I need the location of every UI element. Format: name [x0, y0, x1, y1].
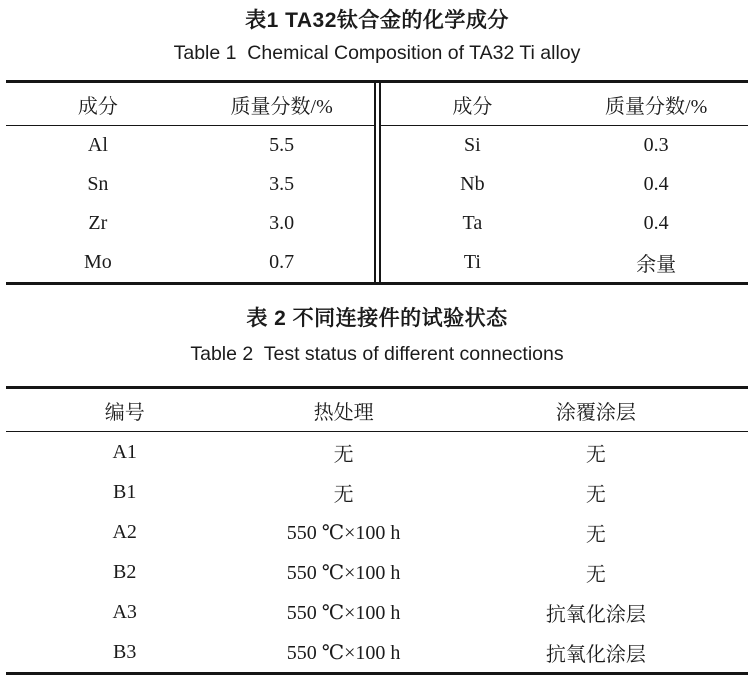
- table-cell: 3.0: [269, 212, 295, 234]
- table2-caption-en: Table 2 Test status of different connections: [190, 343, 564, 365]
- table-cell: Ti: [463, 251, 481, 273]
- column-header: 成分: [381, 83, 565, 126]
- paper-page: [0, 9, 754, 675]
- table-cell: A1: [112, 440, 137, 463]
- table1-left-half: [6, 83, 374, 282]
- table-cell: 0.3: [643, 134, 669, 156]
- table-row: [6, 243, 374, 282]
- table-row: [6, 204, 374, 243]
- table-cell: 0.4: [643, 173, 669, 195]
- table-cell: Mo: [83, 251, 112, 273]
- table-cell: 0.7: [269, 251, 295, 273]
- table-cell: 0.4: [643, 212, 669, 234]
- table-row: [381, 243, 749, 282]
- table1-header-row: [6, 83, 374, 126]
- table1-header-row: [381, 83, 749, 126]
- table-cell: 5.5: [269, 134, 295, 156]
- table-cell: Ta: [462, 212, 483, 234]
- column-header: 质量分数/%: [190, 83, 374, 126]
- table1-caption-en: Table 1 Chemical Composition of TA32 Ti alloy: [173, 42, 581, 64]
- table-cell: B2: [113, 560, 137, 583]
- table-row: [6, 632, 748, 672]
- table-cell: 无: [585, 563, 606, 586]
- table-cell: Zr: [88, 212, 108, 234]
- table-cell: 550 ℃×100 h: [286, 641, 401, 664]
- table2-header-row: [6, 389, 748, 432]
- table-cell: Nb: [460, 173, 485, 195]
- table-cell: 3.5: [269, 173, 295, 195]
- table-row: [381, 165, 749, 204]
- table1-caption-zh: 表1 TA32钛合金的化学成分: [245, 9, 509, 32]
- table-cell: 无: [585, 523, 606, 546]
- table-row: [6, 512, 748, 552]
- table2-caption-zh: 表 2 不同连接件的试验状态: [246, 307, 508, 330]
- table-cell: 余量: [636, 254, 677, 276]
- table-cell: Al: [87, 134, 108, 156]
- table-cell: 无: [333, 483, 354, 506]
- column-header: 涂覆涂层: [444, 389, 748, 432]
- table1: [6, 80, 748, 285]
- table-row: [6, 432, 748, 473]
- table-cell: 550 ℃×100 h: [286, 521, 401, 544]
- table-row: [6, 592, 748, 632]
- table-cell: 抗氧化涂层: [545, 643, 646, 666]
- table1-section: [0, 9, 754, 285]
- double-rule-divider: [374, 83, 381, 282]
- table-cell: B1: [113, 480, 137, 503]
- table-row: [6, 472, 748, 512]
- table-cell: B3: [113, 640, 137, 663]
- table-cell: 550 ℃×100 h: [286, 561, 401, 584]
- column-header: 质量分数/%: [564, 83, 748, 126]
- table-row: [6, 552, 748, 592]
- table2: [6, 386, 748, 675]
- table-cell: Si: [464, 134, 481, 156]
- table-row: [6, 165, 374, 204]
- table1-right-half: [381, 83, 749, 282]
- column-header: 热处理: [243, 389, 443, 432]
- table2-section: [0, 307, 754, 675]
- table-cell: 无: [585, 483, 606, 506]
- table-cell: 550 ℃×100 h: [286, 601, 401, 624]
- table-cell: Sn: [87, 173, 109, 195]
- table-row: [381, 204, 749, 243]
- table-cell: 无: [333, 443, 354, 466]
- table-cell: A3: [112, 600, 137, 623]
- table-cell: 抗氧化涂层: [545, 603, 646, 626]
- table-row: [6, 126, 374, 166]
- table-cell: 无: [585, 443, 606, 466]
- table-row: [381, 126, 749, 166]
- table-cell: A2: [112, 520, 137, 543]
- column-header: 编号: [6, 389, 243, 432]
- column-header: 成分: [6, 83, 190, 126]
